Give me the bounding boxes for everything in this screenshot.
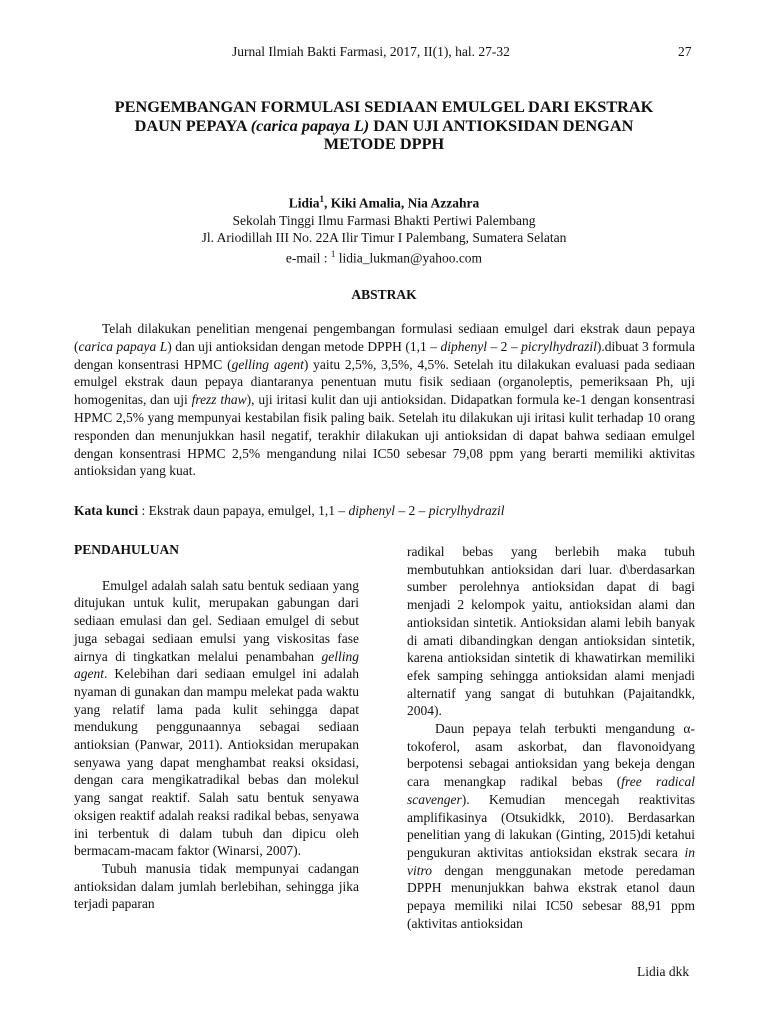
keywords-italic: diphenyl [348,503,395,518]
abstract-heading: ABSTRAK [351,287,417,302]
abstract-italic: gelling agent [231,356,304,372]
keywords-text: : Ekstrak daun papaya, emulgel, 1,1 – [138,503,349,518]
abstract-text: ) yaitu 2,5%, 3,5%, 4,5%. Setelah itu dilakukan evaluasi pada sediaan emulgel ekstrak daun pepaya diantaranya penentuan mutu fisik sediaan (organoleptis, pemeriksaan Ph, uji homogenitas, dan uji [74,356,695,408]
body-text: ). Kemudian mencegah reaktivitas amplifikasinya (Otsukidkk, 2010). Berdasarkan penelitian yang di lakukan (Ginting, 2015)di ketahui pengukuran aktivitas antioksidan ekstrak secara [407,791,695,860]
intro-paragraph-1 [74,577,359,860]
left-column [74,541,359,913]
paper-title [60,98,708,154]
body-italic: free radical scavenger [407,774,695,807]
right-column [407,543,695,932]
author-address: Jl. Ariodillah III No. 22A Ilir Timur I Palembang, Sumatera Selatan [201,229,567,245]
keywords-label: Kata kunci [74,503,139,518]
abstract-text: – 2 – [486,338,522,354]
author-first: Lidia [288,195,320,211]
author-affiliation-mark: 1 [319,194,324,204]
title-species: (carica papaya L) [250,115,370,135]
abstract-body [74,320,695,480]
title-line-1: PENGEMBANGAN FORMULASI SEDIAAN EMULGEL DARI EKSTRAK [114,97,654,116]
section-heading: PENDAHULUAN [74,542,180,557]
abstract-text: ), uji iritasi kulit dan uji antioksidan. Didapatkan formula ke-1 dengan konsentrasi HPMC 2,5% yang mempunyai kestabilan fisik paling baik. Setelah itu dilakukan uji iritasi kulit terhadap 10 orang responden dan menunjukkan hasil negatif, terakhir dilakukan uji antioksidan di dapat bahwa sediaan emulgel dengan konsentrasi HPMC 2,5% mengandung nilai IC50 sebesar 79,08 ppm yang berarti memiliki aktivitas antioksidan yang kuat. [74,392,695,479]
title-line-3: METODE DPPH [323,134,445,153]
page-number: 27 [678,44,692,59]
author-email [0,246,768,267]
email-mark: 1 [330,248,336,259]
journal-citation: Jurnal Ilmiah Bakti Farmasi, 2017, II(1), hal. 27-32 [232,44,510,59]
footer-author: Lidia dkk [637,964,690,979]
abstract-italic: frezz thaw [191,392,247,408]
abstract-text: ).dibuat 3 formula dengan konsentrasi HPMC ( [74,338,695,372]
abstract-text: Telah dilakukan penelitian mengenai pengembangan formulasi sediaan emulgel dari ekstrak daun pepaya ( [74,321,695,354]
author-block [0,191,768,266]
title-text: DAN UJI ANTIOKSIDAN DENGAN [369,115,634,135]
keywords-italic: picrylhydrazil [428,503,505,518]
title-text: DAUN PEPAYA [134,115,251,135]
intro-paragraph-3: radikal bebas yang berlebih maka tubuh membutuhkan antioksidan dari luar. d\berdasarkan sumber perolehnya antioksidan dapat di bagi menjadi 2 kelompok yaitu, antioksidan alami dan antioksidan sintetik. Antioksidan alami lebih banyak di amati dibandingkan dengan antioksidan sintetik, karena antioksidan sintetik di khawatirkan memiliki efek samping sehingga antioksidan alami menjadi alternatif yang sangat di butuhkan (Pajaitandkk, 2004). [407,544,695,719]
author-names [0,191,768,212]
intro-paragraph-2: Tubuh manusia tidak mempunyai cadangan antioksidan dalam jumlah berlebihan, sehingga jika terjadi paparan [74,860,359,912]
keywords-text: – 2 – [394,503,429,518]
body-text: Emulgel adalah salah satu bentuk sediaan yang ditujukan untuk kulit, merupakan gabungan dari sediaan emulasi dan gel. Sediaan emulgel di sebut juga sebagai sediaan emulsi yang viskositas fase airnya di tingkatkan melalui penambahan [74,577,359,664]
author-others: , Kiki Amalia, Nia Azzahra [324,195,480,211]
abstract-text: ) dan uji antioksidan dengan metode DPPH (1,1 – [167,338,441,354]
abstract-italic: picrylhydrazil [521,338,597,354]
keywords-line [74,503,704,519]
email-label: e-mail : [285,250,331,265]
body-text: . Kelebihan dari sediaan emulgel ini adalah nyaman di gunakan dan mampu melekat pada waktu yang relatif lama pada kulit sehingga dapat mendukung penggunaannya sebagai sediaan antioksian (Panwar, 2011). Antioksidan merupakan senyawa yang dapat menghambat reaksi oksidasi, dengan cara mengikatradikal bebas dan molekul yang sangat reaktif. Salah satu bentuk senyawa oksigen reaktif adalah reaksi radikal bebas, senyawa ini terbentuk di dalam tubuh dan dipicu oleh bermacam-macam faktor (Winarsi, 2007). [74,666,359,859]
intro-paragraph-4 [407,720,695,932]
abstract-italic: carica papaya L [78,338,168,354]
author-institution: Sekolah Tinggi Ilmu Farmasi Bhakti Pertiwi Palembang [232,212,536,228]
body-italic: gelling agent [74,648,359,682]
body-italic: in vitro [407,844,695,878]
abstract-paragraph [74,320,695,480]
title-line-2 [60,117,708,136]
body-text: Daun pepaya telah terbukti mengandung α-tokoferol, asam askorbat, dan flavonoidyang berpotensi sebagai antioksidan yang bekeja dengan cara menangkap radikal bebas ( [407,721,695,790]
email-address[interactable]: lidia_lukman@yahoo.com [335,250,483,265]
abstract-italic: diphenyl [440,338,487,354]
body-text: dengan menggunakan metode peredaman DPPH menunjukkan bahwa ekstrak etanol daun pepaya memiliki nilai IC50 sebesar 88,91 ppm (aktivitas antioksidan [407,862,695,931]
